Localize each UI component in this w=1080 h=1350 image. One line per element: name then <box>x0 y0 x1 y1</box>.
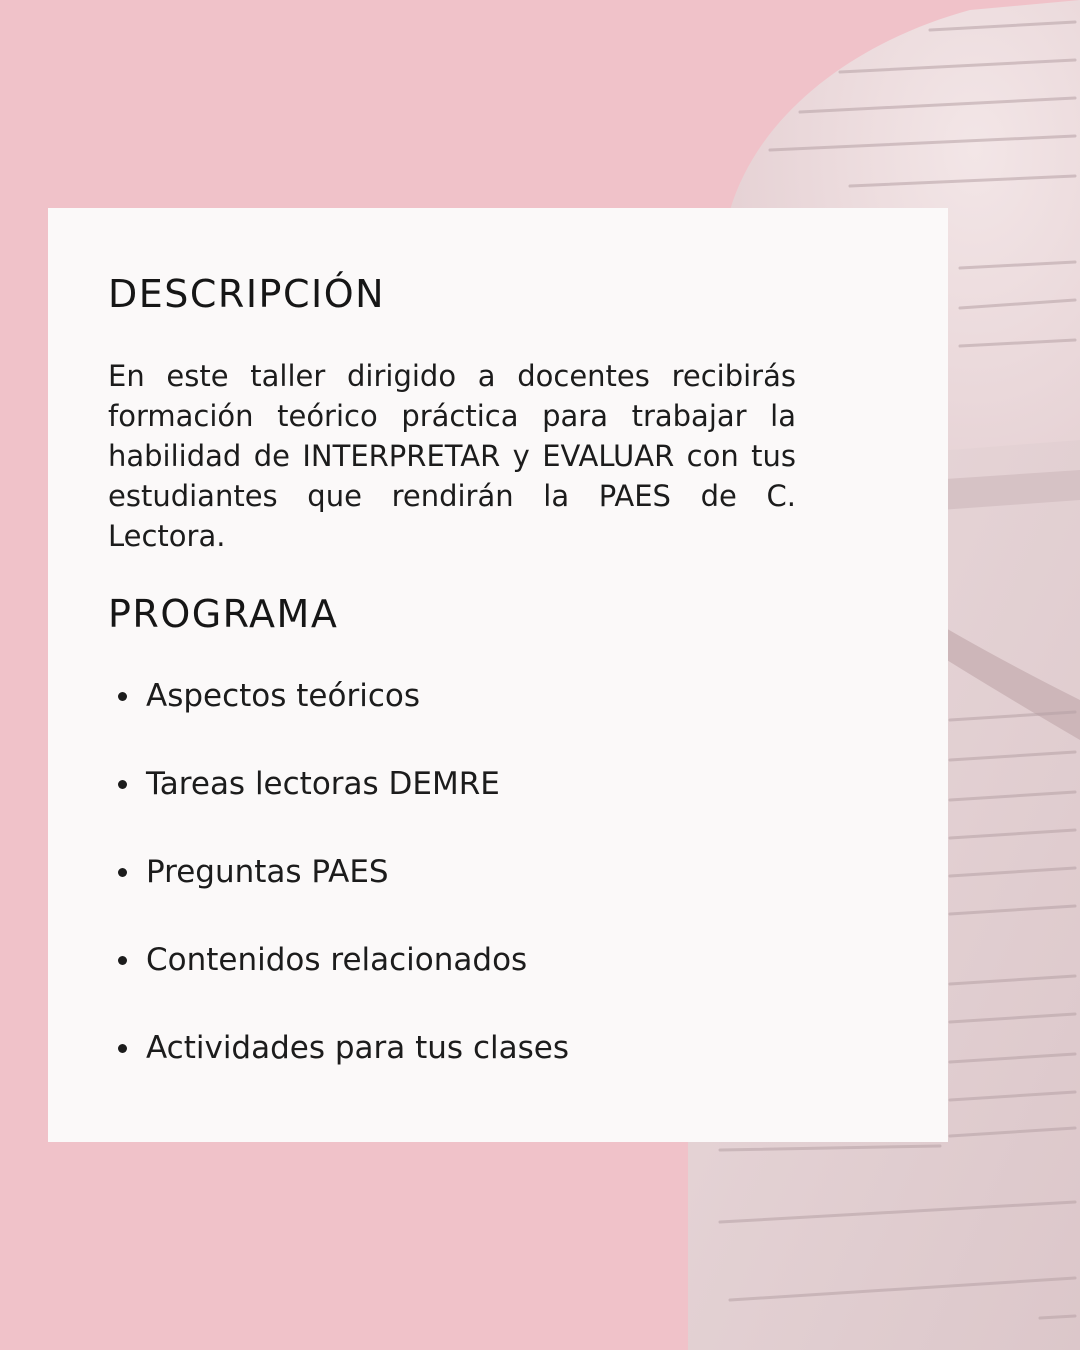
program-item-label: Contenidos relacionados <box>146 942 528 978</box>
program-list <box>108 676 569 1116</box>
bullet-icon <box>118 692 127 701</box>
program-item-label: Preguntas PAES <box>146 854 389 890</box>
info-card <box>48 208 948 1142</box>
program-list-item <box>108 1028 569 1116</box>
bullet-icon <box>118 956 127 965</box>
program-item-label: Aspectos teóricos <box>146 678 420 714</box>
description-text: En este taller dirigido a docentes recibirás formación teórico práctica para trabajar la habilidad de INTERPRETAR y EVALUAR con tus estudiantes que rendirán la PAES de C. Lectora. <box>108 359 796 553</box>
program-item-label: Actividades para tus clases <box>146 1030 569 1066</box>
bullet-icon <box>118 868 127 877</box>
bullet-icon <box>118 1044 127 1053</box>
program-item-label: Tareas lectoras DEMRE <box>146 766 500 802</box>
program-heading: PROGRAMA <box>108 592 339 636</box>
program-list-item <box>108 676 569 764</box>
program-list-item <box>108 852 569 940</box>
description-heading: DESCRIPCIÓN <box>108 272 386 316</box>
program-list-item <box>108 940 569 1028</box>
program-list-item <box>108 764 569 852</box>
bullet-icon <box>118 780 127 789</box>
